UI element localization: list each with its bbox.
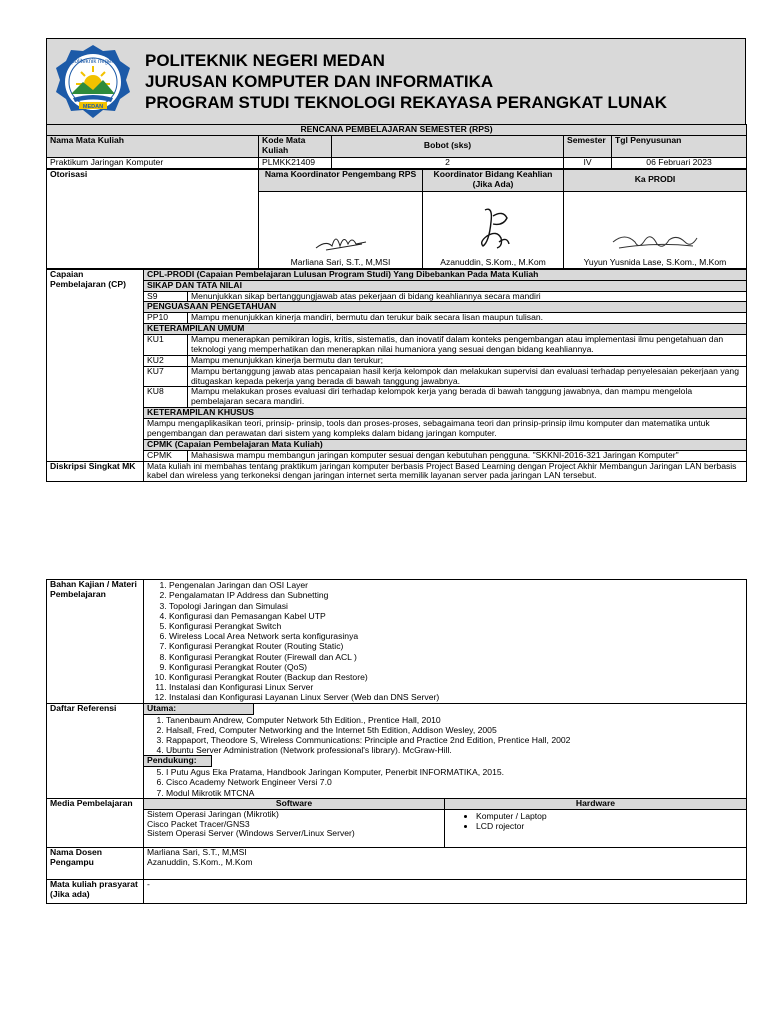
supporting-references-title: Pendukung: bbox=[144, 755, 212, 767]
course-date: 06 Februari 2023 bbox=[612, 157, 747, 168]
software-list bbox=[144, 809, 445, 847]
course-name: Praktikum Jaringan Komputer bbox=[47, 157, 259, 168]
course-info-table bbox=[46, 124, 747, 169]
cp-text: Mampu melakukan proses evaluasi diri terhadap kelompok kerja yang berada di bawah tanggung jawabnya, dan mampu mengelola pembelajaran secara mandiri. bbox=[191, 386, 693, 407]
rps-document bbox=[46, 38, 746, 904]
material-item: 10. Konfigurasi Perangkat Router (Backup dan Restore) bbox=[169, 672, 743, 682]
materials-label: Bahan Kajian / Materi Pembelajaran bbox=[47, 580, 144, 703]
hardware-item: • LCD rojector bbox=[476, 821, 743, 831]
cp-code: KU8 bbox=[144, 387, 188, 407]
media-label: Media Pembelajaran bbox=[47, 798, 144, 847]
polmed-logo bbox=[47, 40, 139, 124]
cp-text: Menunjukkan sikap bertanggungjawab atas pekerjaan di bidang keahliannya secara mandiri bbox=[191, 290, 541, 301]
keterampilan-khusus-text: Mampu mengaplikasikan teori, prinsip- prinsip, tools dan proses-proses, sebagaimana teori dan prinsip-prinsip ilmu komputer dan matematika untuk pengembangan dan perawatan dari sistem yang kompleks dalam bidang jaringan komputer. bbox=[144, 418, 746, 439]
header-course-code: Kode Mata Kuliah bbox=[259, 135, 332, 157]
material-item: 12. Instalasi dan Konfigurasi Layanan Linux Server (Web dan DNS Server) bbox=[169, 692, 743, 702]
reference-item: 1. Tanenbaum Andrew, Computer Network 5th Edition., Prentice Hall, 2010 bbox=[166, 715, 746, 725]
cp-code: KU1 bbox=[144, 335, 188, 355]
learning-outcomes-table bbox=[46, 269, 747, 483]
head-of-program-header: Ka PRODI bbox=[564, 169, 747, 191]
keterampilan-umum-title: KETERAMPILAN UMUM bbox=[144, 323, 746, 334]
signature-coordinator bbox=[306, 222, 376, 258]
material-item: 6. Wireless Local Area Network serta konfigurasinya bbox=[169, 631, 743, 641]
software-item: Sistem Operasi Server (Windows Server/Linux Server) bbox=[147, 828, 355, 839]
program-name: PROGRAM STUDI TEKNOLOGI REKAYASA PERANGKAT LUNAK bbox=[145, 93, 667, 112]
course-details-table bbox=[46, 579, 747, 903]
course-code: PLMKK21409 bbox=[259, 157, 332, 168]
cp-code: KU2 bbox=[144, 356, 188, 366]
references-label: Daftar Referensi bbox=[47, 703, 144, 798]
material-item: 4. Konfigurasi dan Pemasangan Kabel UTP bbox=[169, 611, 743, 621]
header-date: Tgl Penyusunan bbox=[612, 135, 747, 157]
cpmk-text: Mahasiswa mampu membangun jaringan komputer sesuai dengan kebutuhan pengguna. "SKKNI-2016-321 Jaringan Komputer" bbox=[191, 449, 679, 460]
reference-item: 4. Ubuntu Server Administration (Network professional's library). McGraw-Hill. bbox=[166, 745, 746, 755]
institution-name: POLITEKNIK NEGERI MEDAN bbox=[145, 51, 385, 70]
cp-label: Capaian Pembelajaran (CP) bbox=[47, 269, 144, 461]
cpmk-title: CPMK (Capaian Pembelajaran Mata Kuliah) bbox=[144, 439, 746, 450]
lecturer-label: Nama Dosen Pengampu bbox=[47, 847, 144, 879]
material-item: 8. Konfigurasi Perangkat Router (Firewall dan ACL ) bbox=[169, 652, 743, 662]
svg-text:politeknik negeri: politeknik negeri bbox=[71, 58, 115, 65]
cp-code: CPMK bbox=[144, 451, 188, 461]
reference-item: 5. I Putu Agus Eka Pratama, Handbook Jaringan Komputer, Penerbit INFORMATIKA, 2015. bbox=[166, 767, 746, 777]
header-credits: Bobot (sks) bbox=[332, 135, 564, 157]
software-item: Cisco Packet Tracer/GNS3 bbox=[147, 818, 250, 829]
cp-code: S9 bbox=[144, 292, 188, 302]
main-references-title: Utama: bbox=[144, 704, 254, 715]
materials-list bbox=[147, 580, 743, 702]
main-references-list bbox=[144, 715, 746, 756]
authorization-label: Otorisasi bbox=[47, 169, 259, 268]
coordinator-name: Marliana Sari, S.T., M,MSI bbox=[290, 256, 391, 267]
cp-code: KU7 bbox=[144, 367, 188, 387]
head-of-program-name: Yuyun Yusnida Lase, S.Kom., M.Kom bbox=[583, 256, 727, 267]
material-item: 9. Konfigurasi Perangkat Router (QoS) bbox=[169, 662, 743, 672]
course-semester: IV bbox=[564, 157, 612, 168]
keterampilan-khusus-title: KETERAMPILAN KHUSUS bbox=[144, 407, 746, 418]
cp-text: Mampu menunjukkan kinerja mandiri, bermutu dan terukur baik secara lisan maupun tulisan. bbox=[191, 312, 544, 323]
cp-text: Mampu bertanggung jawab atas pencapaian hasil kerja kelompok dan melakukan supervisi dan evaluasi terhadap penyelesaian pekerjaan yang ditugaskan kepada pekerja yang berada di bawah tanggung jawabnya. bbox=[191, 365, 739, 386]
department-name: JURUSAN KOMPUTER DAN INFORMATIKA bbox=[145, 72, 494, 91]
lecturer-name: Marliana Sari, S.T., M,MSI bbox=[147, 847, 247, 857]
svg-text:MEDAN: MEDAN bbox=[82, 103, 104, 110]
description-label: Diskripsi Singkat MK bbox=[47, 461, 144, 482]
prerequisite-value: - bbox=[144, 879, 747, 903]
authorization-table bbox=[46, 169, 747, 269]
reference-item: 2. Halsall, Fred, Computer Networking and the Internet 5th Edition, Addison Wesley, 2005 bbox=[166, 725, 746, 735]
reference-item: 7. Modul Mikrotik MTCNA bbox=[166, 788, 746, 798]
document-header bbox=[46, 38, 746, 124]
header-semester: Semester bbox=[564, 135, 612, 157]
material-item: 3. Topologi Jaringan dan Simulasi bbox=[169, 601, 743, 611]
description-text: Mata kuliah ini membahas tentang praktikum jaringan komputer berbasis Project Based Learning dengan Project Akhir Membangun Jaringan LAN berbasis kabel dan wireless yang terkoneksi dengan jaringan internet serta memilik layanan server pada jaringan LAN tersebut. bbox=[144, 461, 747, 482]
cp-text: Mampu menerapkan pemikiran logis, kritis, sistematis, dan inovatif dalam konteks pengembangan atau implementasi ilmu pengetahuan dan teknologi yang memperhatikan dan menerapkan nilai humaniora yang sesuai dengan bidang keahliannya. bbox=[191, 334, 724, 354]
material-item: 1. Pengenalan Jaringan dan OSI Layer bbox=[169, 580, 743, 590]
signature-field-coordinator bbox=[463, 202, 523, 258]
lecturer-name: Azanuddin, S.Kom., M.Kom bbox=[147, 856, 253, 867]
hardware-header: Hardware bbox=[445, 798, 747, 809]
reference-item: 6. Cisco Academy Network Engineer Versi 7.0 bbox=[166, 777, 746, 787]
course-credits: 2 bbox=[332, 157, 564, 168]
cpl-prodi-title: CPL-PRODI (Capaian Pembelajaran Lulusan Program Studi) Yang Dibebankan Pada Mata Kuliah bbox=[144, 270, 746, 280]
material-item: 11. Instalasi dan Konfigurasi Linux Server bbox=[169, 682, 743, 692]
cp-code: PP10 bbox=[144, 313, 188, 323]
field-coordinator-header: Koordinator Bidang Keahlian (Jika Ada) bbox=[423, 169, 564, 191]
software-item: Sistem Operasi Jaringan (Mikrotik) bbox=[147, 809, 279, 819]
material-item: 7. Konfigurasi Perangkat Router (Routing Static) bbox=[169, 641, 743, 651]
hardware-item: • Komputer / Laptop bbox=[476, 811, 743, 821]
coordinator-header: Nama Koordinator Pengembang RPS bbox=[259, 169, 423, 191]
material-item: 2. Pengalamatan IP Address dan Subnetting bbox=[169, 590, 743, 600]
reference-item: 3. Rappaport, Theodore S, Wireless Communications: Principle and Practice 2nd Edition, Prentice Hall, 2002 bbox=[166, 735, 746, 745]
sikap-title: SIKAP DAN TATA NILAI bbox=[144, 280, 746, 291]
header-course-name: Nama Mata Kuliah bbox=[47, 135, 259, 157]
material-item: 5. Konfigurasi Perangkat Switch bbox=[169, 621, 743, 631]
software-header: Software bbox=[144, 798, 445, 809]
rps-title: RENCANA PEMBELAJARAN SEMESTER (RPS) bbox=[47, 125, 747, 136]
cp-text: Mampu menunjukkan kinerja bermutu dan terukur; bbox=[191, 354, 384, 365]
supporting-references-list bbox=[144, 767, 746, 798]
field-coordinator-name: Azanuddin, S.Kom., M.Kom bbox=[440, 256, 546, 267]
signature-head-of-program bbox=[605, 224, 705, 258]
prerequisite-label: Mata kuliah prasyarat (Jika ada) bbox=[47, 879, 144, 903]
hardware-list bbox=[448, 811, 743, 831]
lecturer-list bbox=[144, 847, 747, 879]
pengetahuan-title: PENGUASAAN PENGETAHUAN bbox=[144, 301, 746, 312]
